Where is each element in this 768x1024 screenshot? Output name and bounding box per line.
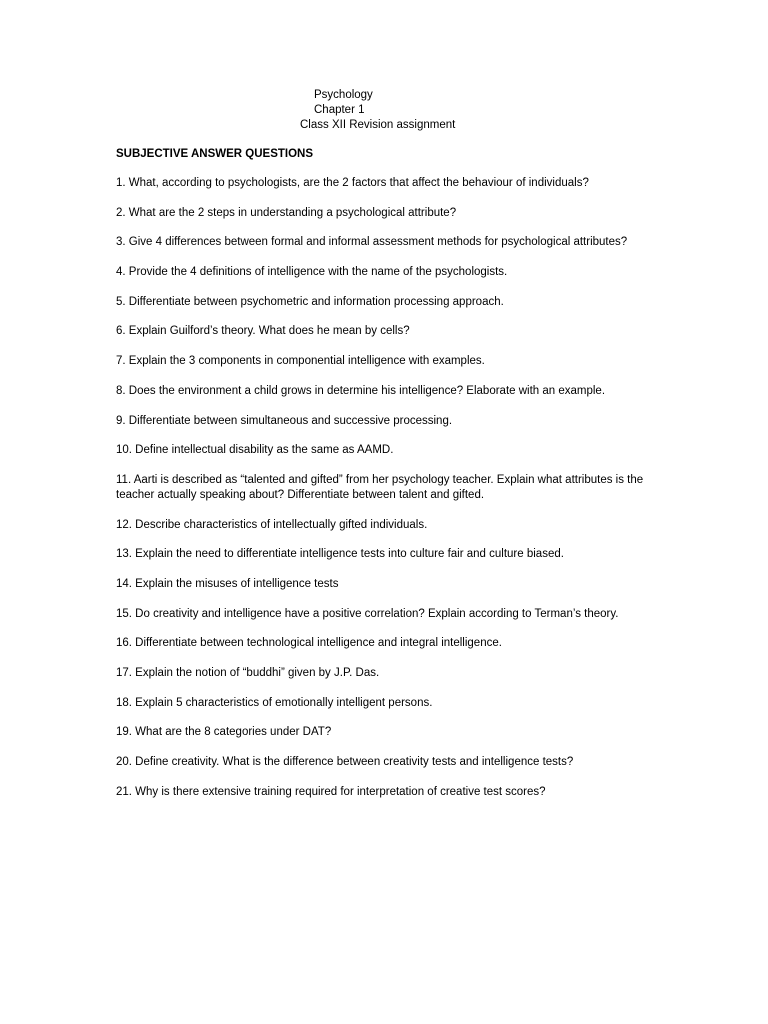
question-item: 2. What are the 2 steps in understanding a psychological attribute? bbox=[116, 206, 457, 219]
question-item: 4. Provide the 4 definitions of intelligence with the name of the psychologists. bbox=[116, 266, 508, 279]
document-subject: Psychology bbox=[314, 89, 373, 101]
document-title: Class XII Revision assignment bbox=[300, 119, 456, 131]
question-item: 8. Does the environment a child grows in determine his intelligence? Elaborate with an example. bbox=[116, 384, 606, 397]
section-heading: SUBJECTIVE ANSWER QUESTIONS bbox=[116, 148, 314, 160]
question-item: 1. What, according to psychologists, are the 2 factors that affect the behaviour of individuals? bbox=[116, 177, 589, 189]
question-item: 7. Explain the 3 components in componential intelligence with examples. bbox=[116, 355, 485, 368]
question-item: 16. Differentiate between technological intelligence and integral intelligence. bbox=[116, 637, 502, 650]
document-chapter: Chapter 1 bbox=[314, 104, 365, 116]
question-item: 10. Define intellectual disability as the same as AAMD. bbox=[116, 444, 394, 457]
question-item: 18. Explain 5 characteristics of emotionally intelligent persons. bbox=[116, 696, 433, 709]
question-item: 13. Explain the need to differentiate intelligence tests into culture fair and culture biased. bbox=[116, 548, 564, 561]
question-item: 19. What are the 8 categories under DAT? bbox=[116, 726, 332, 739]
question-item: 20. Define creativity. What is the difference between creativity tests and intelligence tests? bbox=[116, 756, 574, 769]
question-item: 15. Do creativity and intelligence have a positive correlation? Explain according to Terman’s theory. bbox=[116, 607, 619, 620]
question-item: 17. Explain the notion of “buddhi” given by J.P. Das. bbox=[116, 667, 380, 679]
question-item: 3. Give 4 differences between formal and informal assessment methods for psychological attributes? bbox=[116, 236, 628, 249]
question-item: 6. Explain Guilford’s theory. What does he mean by cells? bbox=[116, 325, 410, 338]
question-item: 21. Why is there extensive training required for interpretation of creative test scores? bbox=[116, 785, 546, 798]
question-item: 5. Differentiate between psychometric and information processing approach. bbox=[116, 295, 504, 308]
question-item: 14. Explain the misuses of intelligence tests bbox=[116, 577, 339, 590]
question-list bbox=[116, 176, 656, 814]
question-item: 9. Differentiate between simultaneous and successive processing. bbox=[116, 414, 453, 427]
question-item: 11. Aarti is described as “talented and gifted” from her psychology teacher. Explain what attributes is the teacher actually speaking about? Differentiate between talent and gifted. bbox=[116, 473, 644, 501]
question-item: 12. Describe characteristics of intellectually gifted individuals. bbox=[116, 518, 428, 531]
